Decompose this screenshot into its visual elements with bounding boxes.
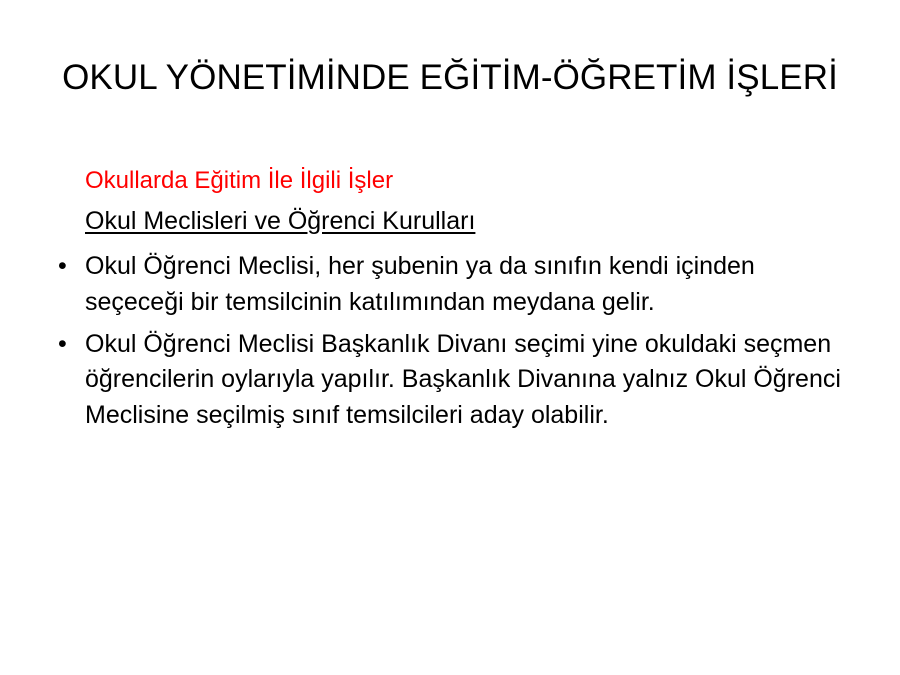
list-item xyxy=(50,327,860,434)
list-item-text: • Okul Öğrenci Meclisi Başkanlık Divanı seçimi yine okuldaki seçmen öğrencilerin oylarıyla yapılır. Başkanlık Divanına yalnız Okul Öğrenci Meclisine seçilmiş sınıf temsilcileri aday olabilir. xyxy=(85,329,841,430)
list-item xyxy=(50,249,860,321)
section-heading-red: Okullarda Eğitim İle İlgili İşler xyxy=(85,167,394,194)
slide-body xyxy=(50,165,860,440)
bullet-list xyxy=(50,249,860,434)
page-title: OKUL YÖNETİMİNDE EĞİTİM-ÖĞRETİM İŞLERİ xyxy=(62,58,838,97)
list-item-text: • Okul Öğrenci Meclisi, her şubenin ya da sınıfın kendi içinden seçeceği bir temsilcinin katılımından meydana gelir. xyxy=(85,252,755,316)
section-subheading-underlined: Okul Meclisleri ve Öğrenci Kurulları xyxy=(85,207,476,236)
